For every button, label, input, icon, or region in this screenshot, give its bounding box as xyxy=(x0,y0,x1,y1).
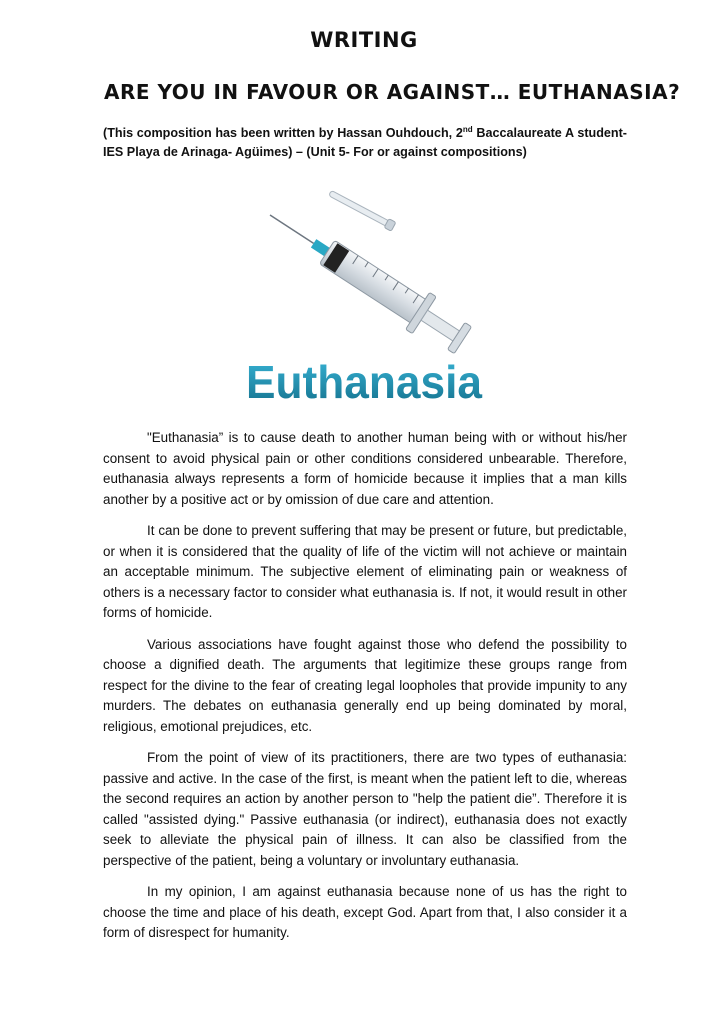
euthanasia-syringe-image xyxy=(240,163,488,415)
credit-superscript: nd xyxy=(462,125,473,134)
syringe-body xyxy=(258,197,475,359)
paragraph-definition: "Euthanasia” is to cause death to another human being with or without his/her consent to avoid physical pain or other conditions considered unbearable. Therefore, euthanasia always represents a form of homicide because it implies that a man kills another by a positive act or by omission of due care and attention. xyxy=(103,430,627,507)
author-credit xyxy=(103,120,627,162)
needle-cap xyxy=(328,189,396,232)
credit-suffix: Baccalaureate A student- IES Playa de Arinaga- Agüimes) – (Unit 5- For or against compositions) xyxy=(103,126,627,160)
paragraph-opinion: In my opinion, I am against euthanasia because none of us has the right to choose the time and place of his death, except God. Apart from that, I also consider it a form of disrespect for humanity. xyxy=(103,884,627,940)
paragraph-associations: Various associations have fought against those who defend the possibility to choose a dignified death. The arguments that legitimize these groups range from respect for the divine to the fear of creating legal loopholes that provide impunity to any murders. The debates on euthanasia generally end up being dominated by moral, religious, emotional prejudices, etc. xyxy=(103,636,627,734)
credit-prefix: (This composition has been written by Hassan Ouhdouch, 2 xyxy=(103,126,463,141)
composition-body xyxy=(103,428,627,955)
section-title: WRITING xyxy=(310,28,418,52)
syringe-illustration xyxy=(240,163,488,415)
question-heading: ARE YOU IN FAVOUR OR AGAINST… EUTHANASIA? xyxy=(104,80,681,104)
paragraph-prevention: It can be done to prevent suffering that may be present or future, but predictable, or when it is considered that the quality of life of the victim will not achieve or maintain an acceptable minimum. The subjective element of eliminating pain or weakness of others is a necessary factor to consider what euthanasia is. If not, it would result in other forms of homicide. xyxy=(103,523,627,620)
image-caption-word: Euthanasia xyxy=(246,356,483,408)
paragraph-types: From the point of view of its practitioners, there are two types of euthanasia: passive and active. In the case of the first, is meant when the patient left to die, whereas the second requires an action by another person to "help the patient die”. Therefore it is called "assisted dying." Passive euthanasia (or indirect), euthanasia does not exactly seek to alleviate the physical pain of illness. It can also be classified from the perspective of the patient, being a voluntary or involuntary euthanasia. xyxy=(103,750,627,868)
